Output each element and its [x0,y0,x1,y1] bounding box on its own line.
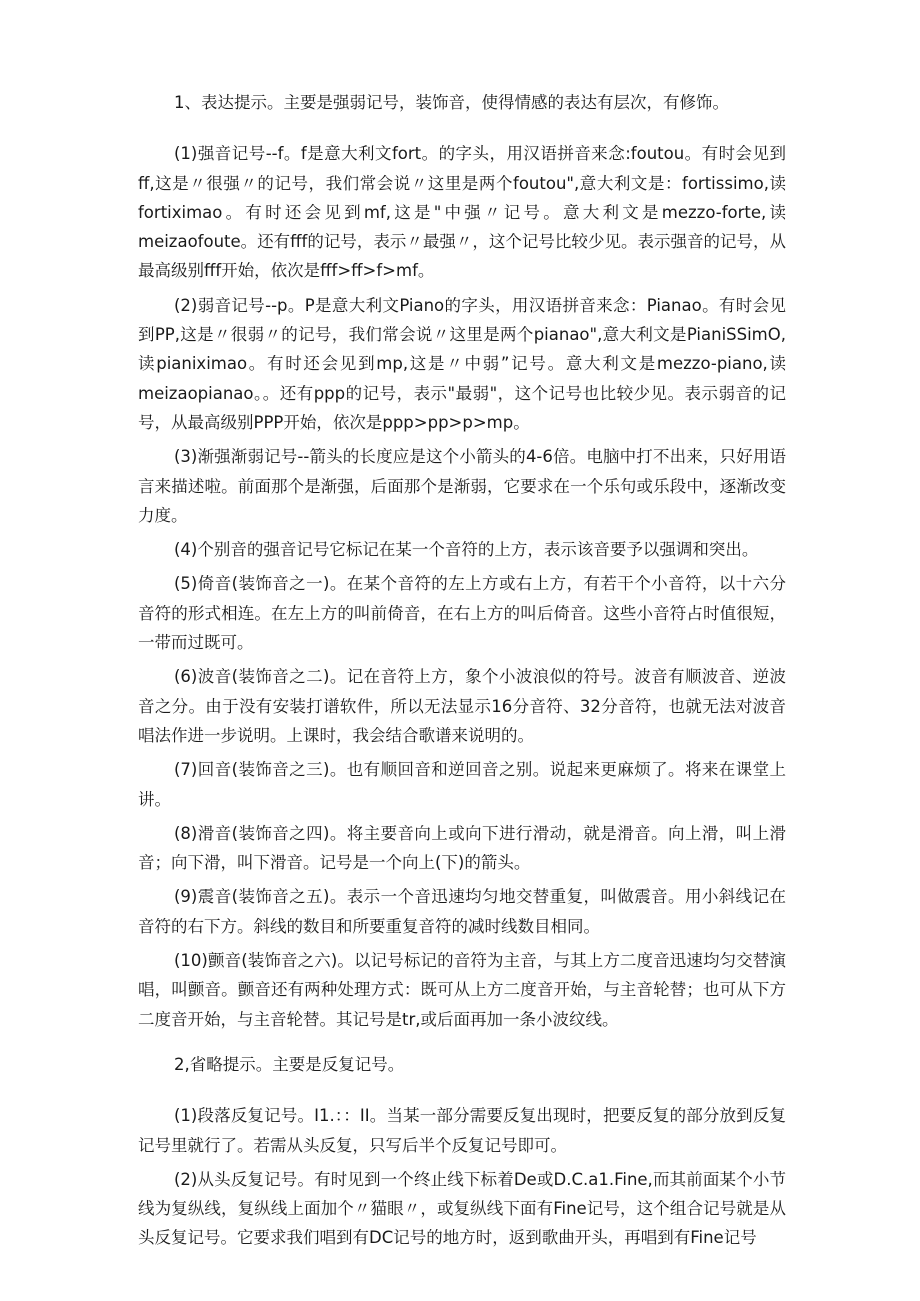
section-1-heading: 1、表达提示。主要是强弱记号，装饰音，使得情感的表达有层次，有修饰。 [174,93,729,112]
paragraph-crescendo: (3)渐强渐弱记号--箭头的长度应是这个小箭头的4-6倍。电脑中打不出来，只好用语言来描述啦。前面那个是渐强，后面那个是渐弱，它要求在一个乐句或乐段中，逐渐改变力度。 [138,447,786,525]
paragraph-piano: (2)弱音记号--p。P是意大利文Piano的字头，用汉语拼音来念：Pianao。有时会见到PP,这是〃很弱〃的记号，我们常会说〃这里是两个pianao",意大利文是PianiSSimO,读pianiximao。有时还会见到mp,这是〃中弱”记号。意大利文是mezzo-piano,读meizaopianao。。还有ppp的记号，表示"最弱"，这个记号也比较少见。表示弱音的记号，从最高级别PPP开始，依次是ppp>pp>p>mp。 [138,295,786,432]
paragraph-repeat-sign: (1)段落反复记号。I1.：：II。当某一部分需要反复出现时，把要反复的部分放到反复记号里就行了。若需从头反复，只写后半个反复记号即可。 [138,1106,786,1155]
paragraph-glissando: (8)滑音(装饰音之四)。将主要音向上或向下进行滑动，就是滑音。向上滑，叫上滑音；向下滑，叫下滑音。记号是一个向上(下)的箭头。 [138,823,786,873]
paragraph-forte: (1)强音记号--f。f是意大利文fort。的字头，用汉语拼音来念:foutou。有时会见到ff,这是〃很强〃的记号，我们常会说〃这里是两个foutou",意大利文是：fortissimo,读fortiximao。有时还会见到mf,这是"中强〃记号。意大利文是mezzo-forte,读meizaofoute。还有fff的记号，表示〃最强〃，这个记号比较少见。表示强音的记号，从最高级别fff开始，依次是fff>ff>f>mf。 [138,144,786,281]
paragraph-accent: (4)个别音的强音记号它标记在某一个音符的上方，表示该音要予以强调和突出。 [174,540,759,560]
paragraph-trill: (10)颤音(装饰音之六)。以记号标记的音符为主音，与其上方二度音迅速均匀交替演唱，叫颤音。颤音还有两种处理方式：既可从上方二度音开始，与主音轮替；也可从下方二度音开始，与主音轮替。其记号是tr,或后面再加一条小波纹线。 [138,951,786,1029]
section-2-heading: 2,省略提示。主要是反复记号。 [174,1054,405,1074]
paragraph-mordent: (6)波音(装饰音之二)。记在音符上方，象个小波浪似的符号。波音有顺波音、逆波音之分。由于没有安装打谱软件，所以无法显示16分音符、32分音符，也就无法对波音唱法作进一步说明。上课时，我会结合歌谱来说明的。 [138,667,786,745]
document-body [138,88,786,1258]
paragraph-grace-note: (5)倚音(装饰音之一)。在某个音符的左上方或右上方，有若干个小音符，以十六分音符的形式相连。在左上方的叫前倚音，在右上方的叫后倚音。这些小音符占时值很短，一带而过既可。 [138,574,786,653]
paragraph-da-capo: (2)从头反复记号。有时见到一个终止线下标着De或D.C.a1.Fine,而其前面某个小节线为复纵线，复纵线上面加个〃猫眼〃，或复纵线下面有Fine记号，这个组合记号就是从头反复记号。它要求我们唱到有DC记号的地方时，返到歌曲开头，再唱到有Fine记号 [138,1169,786,1248]
paragraph-turn: (7)回音(装饰音之三)。也有顺回音和逆回音之别。说起来更麻烦了。将来在课堂上讲。 [138,760,786,809]
paragraph-tremolo: (9)震音(装饰音之五)。表示一个音迅速均匀地交替重复，叫做震音。用小斜线记在音符的右下方。斜线的数目和所要重复音符的减时线数目相同。 [138,887,786,936]
